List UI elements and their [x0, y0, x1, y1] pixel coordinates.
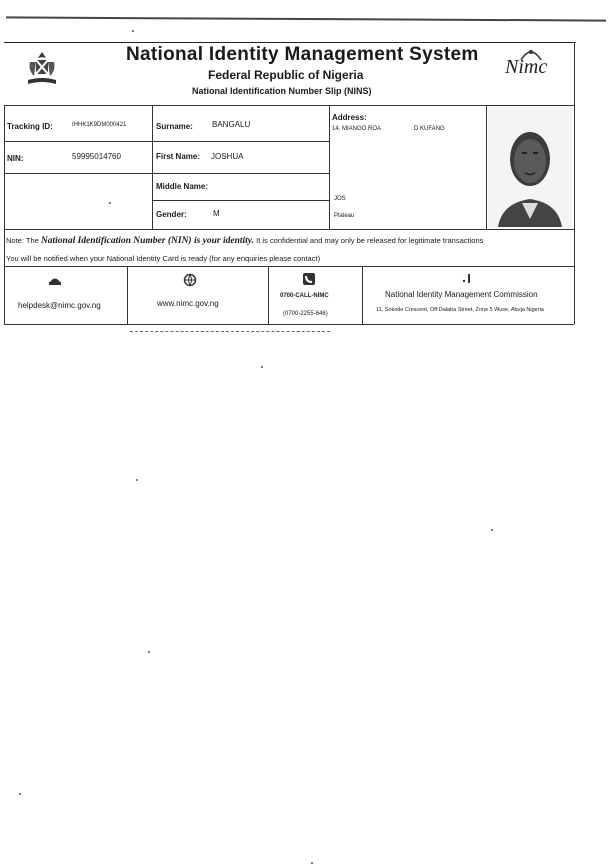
phone-numeric: (0700-2255-646): [283, 311, 328, 317]
passport-photo: [488, 107, 572, 227]
commission-icon: [461, 272, 473, 284]
scan-edge-line: [6, 16, 606, 21]
col-line: [362, 266, 363, 324]
nin-label: NIN:: [7, 154, 24, 163]
helpdesk-icon: [48, 274, 62, 286]
surname-label: Surname:: [156, 122, 193, 131]
address-label: Address:: [332, 113, 367, 122]
note-line-2: You will be notified when your National Identity Card is ready (for any enquiries please contact): [6, 254, 321, 263]
scan-speck: [491, 529, 493, 531]
col-line: [127, 266, 128, 324]
row-line: [4, 229, 574, 230]
row-line: [4, 324, 574, 325]
col-line: [268, 266, 269, 324]
system-title: National Identity Management System: [126, 44, 479, 65]
slip-right-border: [574, 42, 575, 324]
surname-value: BANGALU: [212, 120, 251, 129]
address-state: Plateau: [334, 213, 355, 219]
scan-speck: [148, 651, 150, 653]
slip-title: National Identification Number Slip (NINS): [192, 86, 372, 96]
row-line: [153, 200, 329, 201]
note-text: [6, 236, 483, 246]
phone-text: 0700-CALL-NIMC: [280, 293, 329, 299]
col-line: [329, 105, 330, 229]
address-city: JOS: [334, 196, 346, 202]
slip-top-border: [4, 42, 576, 43]
scan-artifact-line: [130, 331, 330, 332]
note-emphasis: National Identification Number (NIN) is your identity.: [40, 236, 255, 246]
gender-label: Gender:: [156, 210, 187, 219]
scan-speck: [311, 862, 313, 864]
row-line: [4, 141, 329, 142]
row-line: [4, 266, 574, 267]
first-name-label: First Name:: [156, 152, 201, 161]
website-link[interactable]: www.nimc.gov.ng: [157, 299, 219, 308]
website-icon: [183, 273, 197, 287]
commission-address: 11, Sokode Crescent, Off Dalaba Street, Zone 5 Wuse, Abuja Nigeria: [376, 307, 544, 313]
commission-name: National Identity Management Commission: [385, 290, 538, 299]
col-line: [486, 105, 487, 229]
col-line: [152, 105, 153, 229]
slip-left-border: [4, 105, 5, 324]
scan-speck: [132, 30, 134, 32]
address-line-1b: D KUFANG: [414, 126, 445, 132]
note-prefix: Note: The: [6, 236, 39, 245]
nimc-logo-text: Nimc: [505, 56, 548, 78]
tracking-id-label: Tracking ID:: [7, 122, 53, 131]
nin-value: 59995014760: [72, 152, 121, 161]
first-name-value: JOSHUA: [211, 152, 244, 161]
scan-speck: [19, 793, 21, 795]
tracking-id-value: IHHK1K9DM000421: [72, 122, 127, 128]
phone-icon: [302, 272, 316, 286]
scan-speck: [109, 202, 111, 204]
note-suffix: It is confidential and may only be released for legitimate transactions: [256, 236, 484, 245]
scan-speck: [136, 479, 138, 481]
address-line-1: 14, MIANGO ROA: [332, 126, 382, 132]
country-subtitle: Federal Republic of Nigeria: [208, 68, 364, 82]
middle-name-label: Middle Name:: [156, 182, 209, 191]
gender-value: M: [213, 209, 220, 218]
coat-of-arms-logo: [22, 48, 62, 90]
scan-speck: [261, 366, 263, 368]
row-line: [4, 105, 574, 106]
helpdesk-email[interactable]: helpdesk@nimc.gov.ng: [18, 301, 101, 310]
row-line: [4, 173, 329, 174]
